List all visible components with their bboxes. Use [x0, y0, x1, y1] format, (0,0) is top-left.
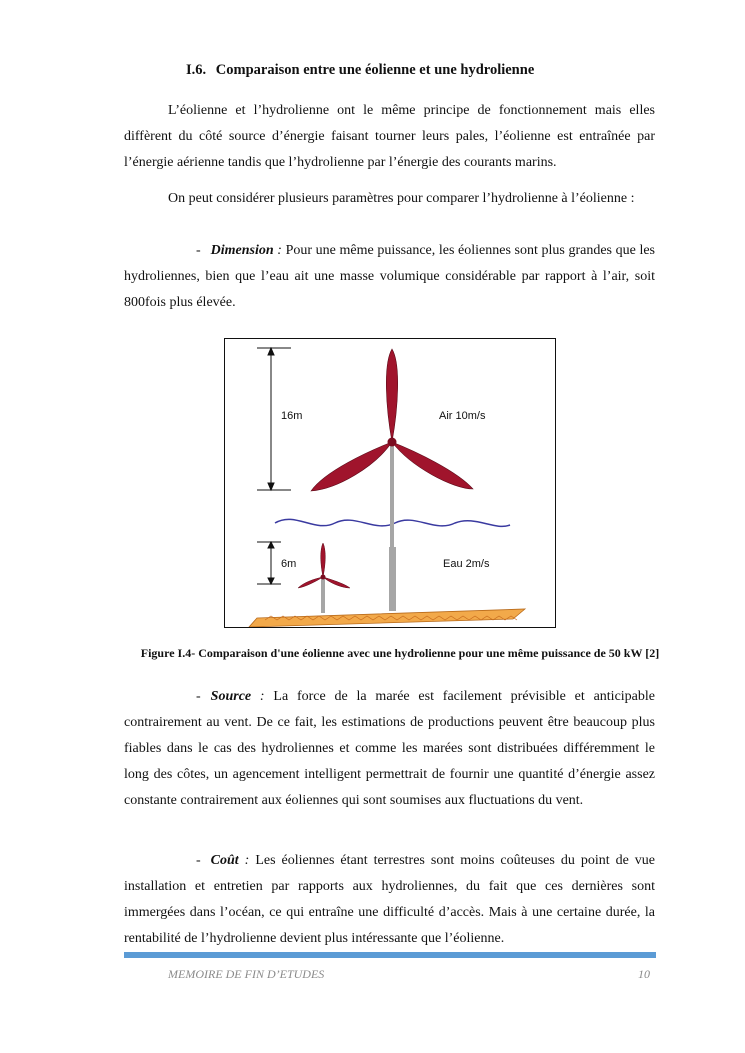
tidal-turbine-hub: [321, 575, 326, 580]
tidal-turbine-blade-right: [323, 577, 350, 588]
label-water-speed: Eau 2m/s: [443, 558, 490, 570]
label-air-speed: Air 10m/s: [439, 410, 486, 422]
wind-turbine-blade-right: [392, 442, 473, 489]
bullet-text: Les éoliennes étant terrestres sont moins coûteuses du point de vue installation et entretien par rapports aux hydroliennes, du fait que ces dernières sont immergées dans l’océan, ce qui entraîne une difficulté d’accès. Mais à une certaine durée, la rentabilité de l’hydrolienne devient plus intéressante que l’éolienne.: [124, 853, 655, 946]
section-title: Comparaison entre une éolienne et une hydrolienne: [215, 62, 535, 78]
bullet-colon: :: [251, 689, 265, 704]
bullet-text: La force de la marée est facilement prévisible et anticipable contrairement au vent. De ce fait, les estimations de productions peuvent être beaucoup plus fiables dans le cas des hydroliennes et comme les marées sont distribuées différemment le long des côtes, un agencement intelligent permettrait de fournir une quantité d’énergie assez constante contrairement aux éoliennes qui sont soumises aux fluctuations du vent.: [124, 689, 655, 808]
label-height-wind: 16m: [281, 410, 303, 422]
page-number: 10: [638, 967, 650, 981]
bullet-colon: :: [238, 853, 250, 868]
bullet-term: Dimension: [210, 243, 274, 258]
figure-caption: Figure I.4- Comparaison d'une éolienne avec une hydrolienne pour une même puissance de 50 kW [2]: [140, 646, 660, 660]
figure-wind-vs-tidal: [224, 338, 556, 628]
bullet-dash: -: [196, 689, 201, 704]
wind-turbine-hub: [388, 438, 397, 447]
tidal-turbine-blade-top: [321, 543, 326, 577]
bullet-dimension: [124, 238, 655, 316]
section-heading: [186, 62, 534, 79]
bullet-colon: :: [273, 243, 282, 258]
bullet-cout: [124, 848, 655, 952]
bullet-text: Pour une même puissance, les éoliennes sont plus grandes que les hydroliennes, bien que l’eau ait une masse volumique considérable par rapport à l’air, soit 800fois plus élevée.: [124, 243, 655, 310]
bullet-term: Source: [210, 689, 252, 704]
label-height-tidal: 6m: [281, 558, 297, 570]
wind-turbine-blade-left: [311, 442, 392, 491]
wind-turbine: [311, 349, 473, 611]
bullet-source: [124, 684, 655, 814]
dimension-6m: [257, 542, 281, 584]
section-number: I.6.: [186, 62, 207, 78]
tidal-turbine-tower: [321, 577, 325, 613]
wind-turbine-blade-top: [386, 349, 397, 442]
params-paragraph: On peut considérer plusieurs paramètres pour comparer l’hydrolienne à l’éolienne :: [168, 191, 635, 206]
wind-turbine-tower-lower: [389, 547, 396, 611]
bullet-dash: -: [196, 243, 201, 258]
tidal-turbine: [298, 543, 350, 613]
bullet-term: Coût: [210, 853, 239, 868]
bullet-dash: -: [196, 853, 201, 868]
footer-divider: [124, 952, 656, 958]
footer-title: MEMOIRE DE FIN D’ETUDES: [168, 967, 325, 981]
wind-turbine-tower-upper: [390, 442, 394, 547]
figure-illustration: [225, 339, 555, 627]
intro-paragraph: L’éolienne et l’hydrolienne ont le même principe de fonctionnement mais elles diffèrent du côté source d’énergie faisant tourner leurs pales, l’éolienne est entraînée par l’énergie aérienne tandis que l’hydrolienne par l’énergie des courants marins.: [124, 103, 655, 170]
tidal-turbine-blade-left: [298, 577, 323, 588]
